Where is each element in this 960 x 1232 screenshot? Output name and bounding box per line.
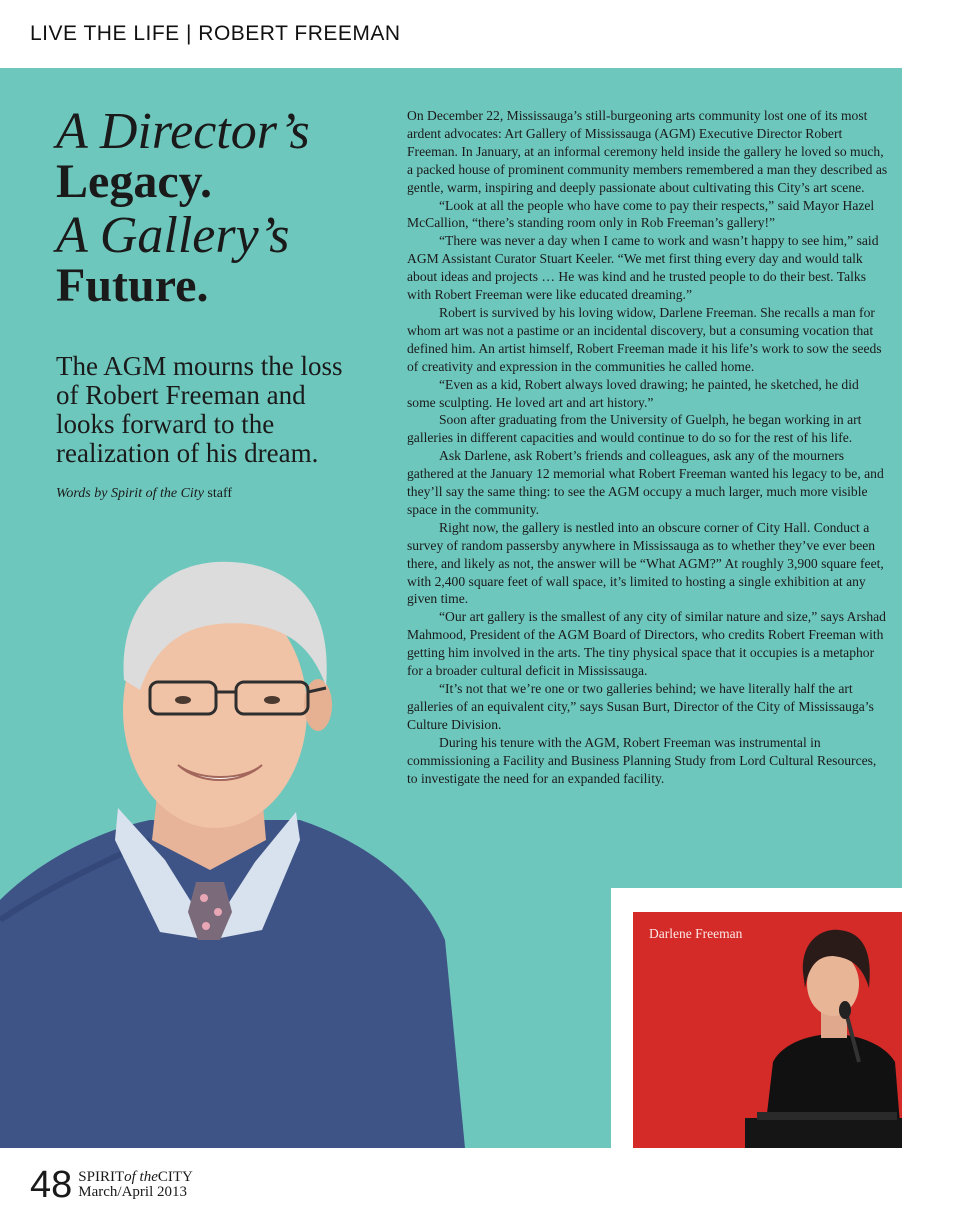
headline [56, 103, 386, 314]
speaker-illustration [633, 912, 902, 1148]
deck-subheading: The AGM mourns the loss of Robert Freeman and looks forward to the realization of his dream. [56, 351, 343, 468]
body-paragraph: Right now, the gallery is nestled into an obscure corner of City Hall. Conduct a survey of random passersby anywhere in Mississauga as to whether they’ve ever been there, and likely as not, the answer will be “What AGM?” At roughly 3,900 square feet, with 2,400 square feet of wall space, it’s limited to hosting a single exhibition at any given time. [407, 519, 884, 607]
body-paragraph: During his tenure with the AGM, Robert Freeman was instrumental in commissioning a Facility and Business Planning Study from Lord Cultural Resources, to investigate the need for an expanded facility. [407, 734, 877, 786]
byline-suffix: staff [207, 486, 233, 501]
body-paragraph: “There was never a day when I came to work and wasn’t happy to see him,” said AGM Assistant Curator Stuart Keeler. “We met first thing every day and would talk about ideas and projects … He was kind and he trusted people to do their best. Talks with Robert Freeman were like educated dreaming.” [407, 233, 879, 303]
publication-name-b: of the [124, 1169, 158, 1185]
body-paragraph: Ask Darlene, ask Robert’s friends and colleagues, ask any of the mourners gathered at the January 12 memorial what Robert Freeman wanted his legacy to be, and they’ll say the same thing: to see the AGM occupy a much larger, much more visible space in the community. [407, 448, 884, 517]
robert-freeman-photo [0, 540, 470, 1148]
section-header: LIVE THE LIFE | ROBERT FREEMAN [30, 22, 401, 45]
byline [56, 486, 232, 502]
publication-info [78, 1170, 193, 1200]
headline-line-1: A Director’s [56, 103, 310, 160]
body-paragraph: On December 22, Mississauga’s still-burgeoning arts community lost one of its most ardent advocates: Art Gallery of Mississauga (AGM) Executive Director Robert Freeman. In January, at an informal ceremony held inside the gallery he loved so much, a packed house of prominent community members remembered a man they described as gentle, warm, inspiring and deeply passionate about cultivating this City’s art scene. [407, 108, 888, 195]
byline-publication: Spirit of the City [110, 486, 204, 501]
body-paragraph: “Our art gallery is the smallest of any city of similar nature and size,” says Arshad Mahmood, President of the AGM Board of Directors, who credits Robert Freeman with getting him involved in the arts. The tiny physical space that it occupies is a metaphor for a broader cultural deficit in Mississauga. [407, 609, 886, 679]
darlene-freeman-photo [633, 912, 902, 1148]
headline-line-2: Legacy. [56, 155, 212, 208]
photo-caption: Darlene Freeman [649, 926, 743, 941]
headline-line-4: Future. [56, 259, 209, 312]
publication-name-c: CITY [157, 1169, 193, 1185]
body-paragraph: Soon after graduating from the University of Guelph, he began working in art galleries in different capacities and would continue to do so for the rest of his life. [407, 412, 862, 446]
body-paragraph: “Even as a kid, Robert always loved drawing; he painted, he sketched, he did some sculpting. He loved art and art history.” [407, 376, 859, 410]
page-number: 48 [30, 1164, 73, 1206]
article-body [407, 107, 889, 787]
publication-name-a: SPIRIT [78, 1169, 125, 1185]
issue-date: March/April 2013 [78, 1184, 188, 1200]
headline-line-3: A Gallery’s [56, 207, 290, 264]
body-paragraph: “Look at all the people who have come to pay their respects,” said Mayor Hazel McCallion, “there’s standing room only in Rob Freeman’s gallery!” [407, 197, 875, 231]
body-paragraph: Robert is survived by his loving widow, Darlene Freeman. She recalls a man for whom art was not a pastime or an incidental discovery, but a consuming vocation that defined him. An artist himself, Robert Freeman made it his life’s work to sow the seeds of creativity and expression in the communities he called home. [407, 304, 882, 374]
body-paragraph: “It’s not that we’re one or two galleries behind; we have literally half the art galleries of an equivalent city,” says Susan Burt, Director of the City of Mississauga’s Culture Division. [407, 681, 874, 732]
page-footer [30, 1166, 193, 1204]
byline-prefix: Words by [56, 486, 108, 501]
